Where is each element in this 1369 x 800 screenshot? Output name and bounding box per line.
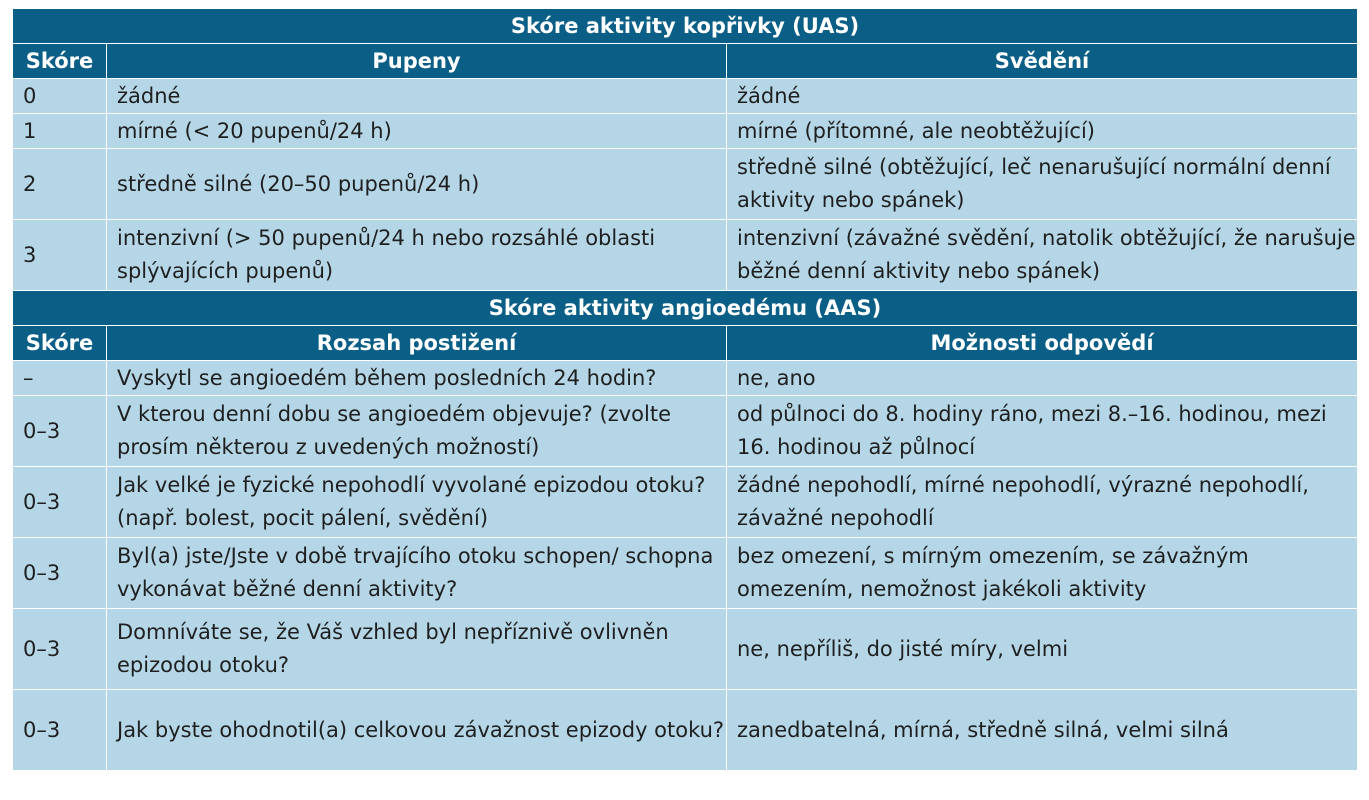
uas-title: Skóre aktivity kopřivky (UAS) [13,9,1358,44]
table-row [13,609,1358,690]
table-row [13,396,1358,467]
itch-cell: středně silné (obtěžující, leč nenarušující normální denní aktivity nebo spánek) [727,149,1358,220]
aas-section-header [13,291,1358,361]
table-row [13,361,1358,396]
score-cell: 1 [13,114,107,149]
score-cell: 3 [13,220,107,291]
uas-header-score: Skóre [13,44,107,79]
score-cell: 0–3 [13,538,107,609]
table-row [13,220,1358,291]
wheals-cell: žádné [107,79,727,114]
question-cell: Jak velké je fyzické nepohodlí vyvolané epizodou otoku? (např. bolest, pocit pálení, svědění) [107,467,727,538]
activity-score-table-container [12,8,1357,771]
score-cell: 0–3 [13,690,107,771]
question-cell: Jak byste ohodnotil(a) celkovou závažnost epizody otoku? [107,690,727,771]
activity-score-table [12,8,1358,771]
score-cell: – [13,361,107,396]
aas-body [13,361,1358,771]
answers-cell: bez omezení, s mírným omezením, se závažným omezením, nemožnost jakékoli aktivity [727,538,1358,609]
score-cell: 0–3 [13,609,107,690]
answers-cell: ne, nepříliš, do jisté míry, velmi [727,609,1358,690]
aas-header-extent: Rozsah postižení [107,326,727,361]
wheals-cell: mírné (< 20 pupenů/24 h) [107,114,727,149]
answers-cell: zanedbatelná, mírná, středně silná, velmi silná [727,690,1358,771]
question-cell: Vyskytl se angioedém během posledních 24 hodin? [107,361,727,396]
score-cell: 2 [13,149,107,220]
table-row [13,467,1358,538]
aas-title: Skóre aktivity angioedému (AAS) [13,291,1358,326]
itch-cell: žádné [727,79,1358,114]
question-cell: Byl(a) jste/Jste v době trvajícího otoku schopen/ schopna vykonávat běžné denní aktivity? [107,538,727,609]
uas-section-header [13,9,1358,79]
aas-header-score: Skóre [13,326,107,361]
question-cell: V kterou denní dobu se angioedém objevuje? (zvolte prosím některou z uvedených možností) [107,396,727,467]
answers-cell: od půlnoci do 8. hodiny ráno, mezi 8.–16. hodinou, mezi 16. hodinou až půlnocí [727,396,1358,467]
score-cell: 0 [13,79,107,114]
uas-body [13,79,1358,291]
itch-cell: mírné (přítomné, ale neobtěžující) [727,114,1358,149]
uas-header-itch: Svědění [727,44,1358,79]
question-cell: Domníváte se, že Váš vzhled byl nepříznivě ovlivněn epizodou otoku? [107,609,727,690]
answers-cell: ne, ano [727,361,1358,396]
score-cell: 0–3 [13,467,107,538]
table-row [13,149,1358,220]
table-row [13,114,1358,149]
wheals-cell: středně silné (20–50 pupenů/24 h) [107,149,727,220]
uas-header-wheals: Pupeny [107,44,727,79]
wheals-cell: intenzivní (> 50 pupenů/24 h nebo rozsáhlé oblasti splývajících pupenů) [107,220,727,291]
answers-cell: žádné nepohodlí, mírné nepohodlí, výrazné nepohodlí, závažné nepohodlí [727,467,1358,538]
table-row [13,538,1358,609]
table-row [13,79,1358,114]
aas-header-answers: Možnosti odpovědí [727,326,1358,361]
table-row [13,690,1358,771]
itch-cell: intenzivní (závažné svědění, natolik obtěžující, že narušuje běžné denní aktivity nebo spánek) [727,220,1358,291]
score-cell: 0–3 [13,396,107,467]
